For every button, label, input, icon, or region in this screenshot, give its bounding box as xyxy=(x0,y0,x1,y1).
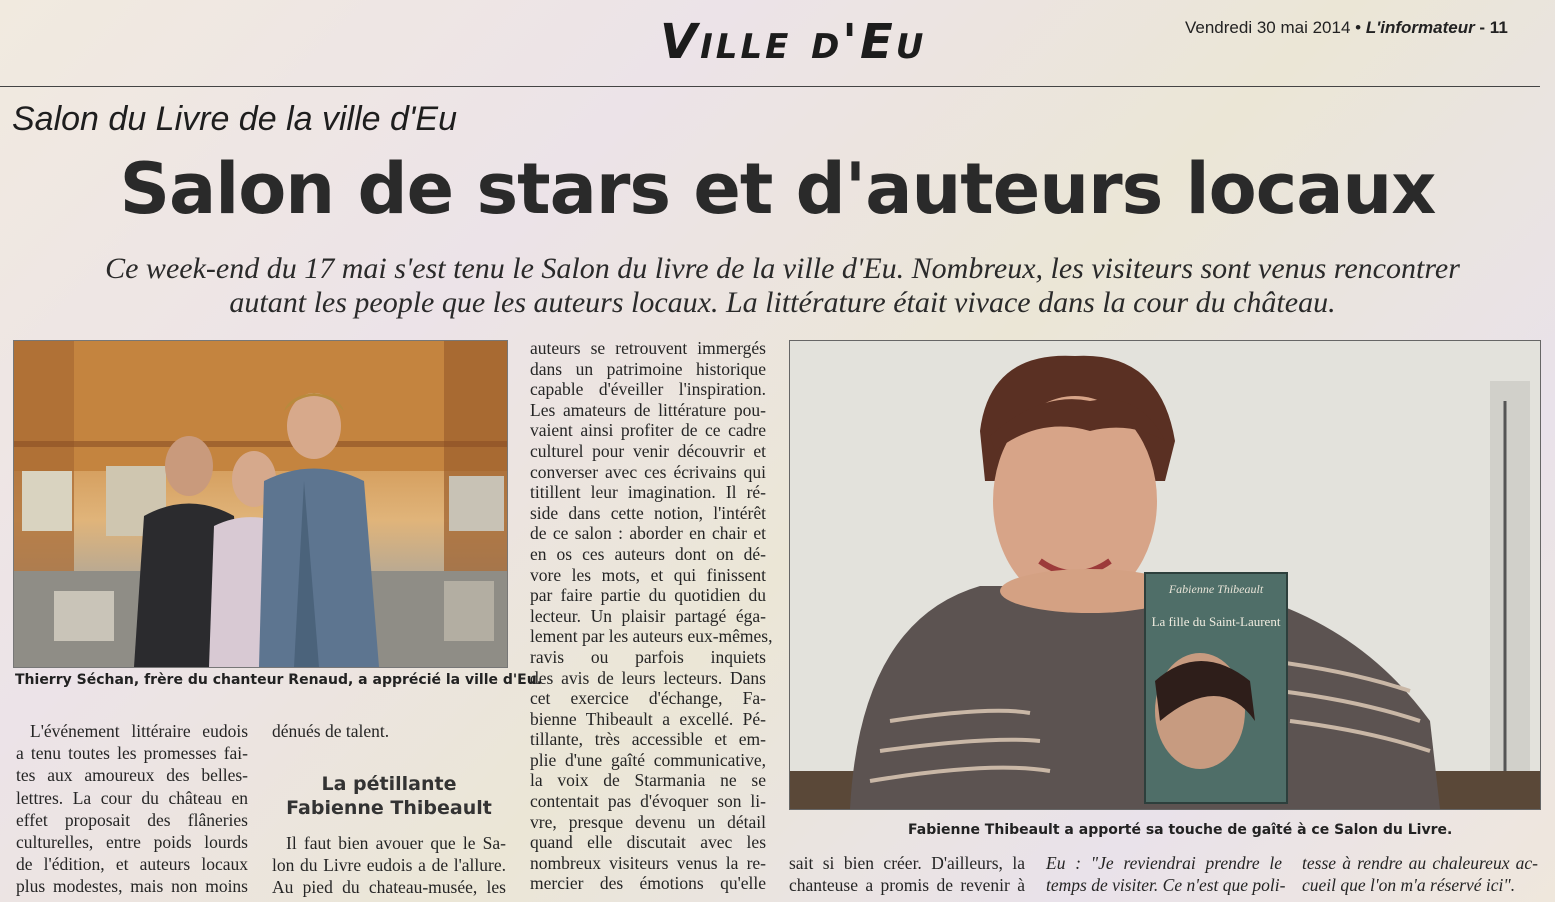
body-line: quand elle discutait avec les xyxy=(530,832,766,853)
body-line: dans un patrimoine historique xyxy=(530,358,766,379)
body-line: en os ces auteurs dont on dé- xyxy=(530,543,766,564)
body-line: cueil que l'on m'a réservé ici". xyxy=(1302,875,1516,896)
body-line: contentait pas d'évoquer son li- xyxy=(530,791,766,812)
body-line: tes aux amoureux des belles- xyxy=(16,765,248,786)
photo1-caption: Thierry Séchan, frère du chanteur Renaud, a apprécié la ville d'Eu. xyxy=(15,672,543,688)
body-line: culturel pour venir découvrir et xyxy=(530,440,766,461)
book-title: La fille du Saint-Laurent xyxy=(1151,614,1281,629)
body-line: lecteur. Un plaisir partagé éga- xyxy=(530,605,766,626)
body-line: converser avec ces écrivains qui xyxy=(530,461,766,482)
issue-date: Vendredi 30 mai 2014 xyxy=(1185,18,1351,37)
header-rule xyxy=(0,86,1540,87)
body-line: ravis ou parfois inquiets xyxy=(530,646,766,667)
body-line: side dans cette notion, l'intérêt xyxy=(530,502,766,523)
body-line: lement par les auteurs eux-mêmes, xyxy=(530,626,773,647)
body-column-6 xyxy=(1302,852,1538,896)
body-line: vaient ainsi profiter de ce cadre xyxy=(530,420,766,441)
body-line: nombreux visiteurs venus la re- xyxy=(530,852,766,873)
body-column-2b xyxy=(272,832,506,899)
photo2-illustration xyxy=(790,341,1540,809)
body-line: titillent leur imagination. Il ré- xyxy=(530,482,766,503)
body-line: de l'édition, et auteurs locaux xyxy=(16,854,248,875)
body-column-5 xyxy=(1046,852,1286,896)
body-line: bienne Thibeault a excellé. Pé- xyxy=(530,708,766,729)
dateline xyxy=(1185,18,1508,38)
body-line: vore les mots, et qui finissent xyxy=(530,564,766,585)
article-subhead: La pétillante Fabienne Thibeault xyxy=(286,773,492,819)
body-line: plus modestes, mais non moins xyxy=(16,876,248,897)
photo-thierry-sechan xyxy=(13,340,508,668)
body-line: vre, presque devenu un détail xyxy=(530,811,766,832)
photo2-caption: Fabienne Thibeault a apporté sa touche de gaîté à ce Salon du Livre. xyxy=(908,822,1453,838)
photo-fabienne-thibeault xyxy=(789,340,1541,810)
body-line: a tenu toutes les promesses fai- xyxy=(16,743,248,764)
body-line: Les amateurs de littérature pou- xyxy=(530,399,766,420)
article-standfirst xyxy=(20,252,1545,320)
section-title: Ville d'Eu xyxy=(660,14,927,70)
body-line: mercier des émotions qu'elle xyxy=(530,873,766,894)
standfirst-line: autant les people que les auteurs locaux. La littérature était vivace dans la cour du château. xyxy=(229,286,1336,319)
body-line: lettres. La cour du château en xyxy=(16,787,248,808)
body-column-4 xyxy=(789,852,1025,896)
body-line: culturelles, entre poids lourds xyxy=(16,832,248,853)
body-line: Au pied du chateau-musée, les xyxy=(272,877,506,898)
body-column-2 xyxy=(272,720,506,742)
body-line: dénués de talent. xyxy=(272,721,390,741)
body-line: cet exercice d'échange, Fa- xyxy=(530,688,766,709)
book-author: Fabienne Thibeault xyxy=(1168,582,1264,596)
body-line: plie d'une gaîté communicative, xyxy=(530,749,766,770)
body-line: Eu : "Je reviendrai prendre le xyxy=(1046,853,1282,873)
body-column-1 xyxy=(16,720,248,898)
body-line: de ce salon : aborder en chair et xyxy=(530,523,766,544)
body-line: Il faut bien avouer que le Sa- xyxy=(286,833,506,853)
body-line: effet proposait des flâneries xyxy=(16,809,248,830)
body-line: tillante, très accessible et em- xyxy=(530,729,766,750)
body-line: la voix de Starmania ne se xyxy=(530,770,766,791)
standfirst-line: Ce week-end du 17 mai s'est tenu le Salon du livre de la ville d'Eu. Nombreux, les visiteurs sont venus rencontrer xyxy=(105,252,1460,285)
body-line: capable d'éveiller l'inspiration. xyxy=(530,379,766,400)
body-line: par faire partie du quotidien du xyxy=(530,585,766,606)
article-headline: Salon de stars et d'auteurs locaux xyxy=(119,148,1436,230)
body-line: lon du Livre eudois a de l'allure. xyxy=(272,855,506,876)
page-number: - 11 xyxy=(1474,18,1508,37)
body-line: sait si bien créer. D'ailleurs, la xyxy=(789,853,1025,873)
body-line: tesse à rendre au chaleureux ac- xyxy=(1302,853,1538,873)
body-line: des avis de leurs lecteurs. Dans xyxy=(530,667,766,688)
article-kicker: Salon du Livre de la ville d'Eu xyxy=(12,100,457,138)
dateline-separator: • xyxy=(1350,18,1366,37)
body-line: chanteuse a promis de revenir à xyxy=(789,875,1025,896)
body-column-3 xyxy=(530,338,773,894)
body-line: temps de visiter. Ce n'est que poli- xyxy=(1046,875,1286,896)
publication-name: L'informateur xyxy=(1365,18,1475,37)
body-line: L'événement littéraire eudois xyxy=(30,721,248,741)
photo1-illustration xyxy=(14,341,507,667)
body-line: auteurs se retrouvent immergés xyxy=(530,338,766,358)
